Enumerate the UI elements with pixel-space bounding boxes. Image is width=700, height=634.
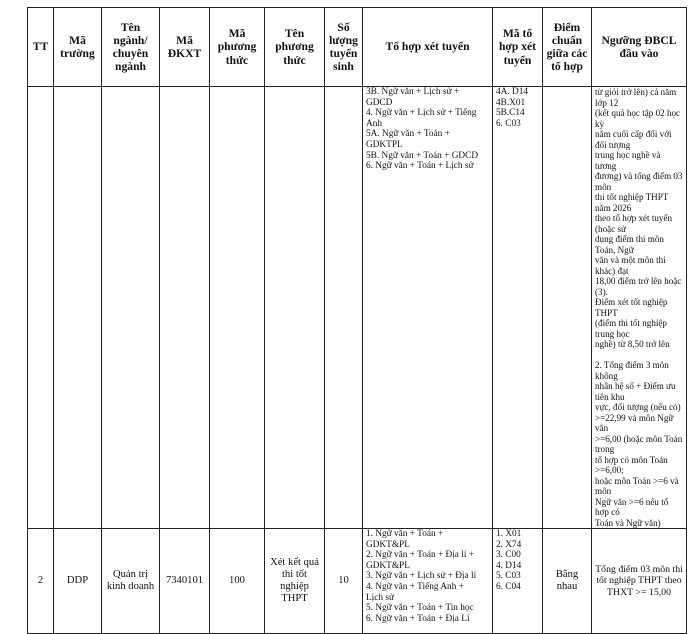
table-row [28,529,687,634]
cell-ten-nganh [102,87,160,529]
cell-so-luong [325,87,363,529]
cell-to-hop: 1. Ngữ văn + Toán + GDKT&PL 2. Ngữ văn + Toán + Địa lí + GDKT&PL 3. Ngữ văn + Lịch sử + Địa lí 4. Ngữ văn + Tiếng Anh + Lịch sử 5. Ngữ văn + Toán + Tin học 6. Ngữ văn + Toán + Địa Lí [363,529,493,634]
header-ma-truong: Mã trường [54,8,102,87]
cell-diem-chuan [543,87,592,529]
header-to-hop: Tổ hợp xét tuyển [363,8,493,87]
cell-to-hop: 3B. Ngữ văn + Lịch sử + GDCD 4. Ngữ văn + Lịch sử + Tiếng Anh 5A. Ngữ văn + Toán + GDKTPL 5B. Ngữ văn + Toán + GDCD 6. Ngữ văn + Toán + Lịch sử [363,87,493,529]
cell-ma-phuong-thuc: 100 [210,529,265,634]
header-ma-phuong-thuc: Mã phương thức [210,8,265,87]
cell-ma-to-hop: 1. X01 2. X74 3. C00 4. D14 5. C03 6. C04 [493,529,543,634]
cell-ten-phuong-thuc [265,87,325,529]
admission-table [27,7,687,634]
cell-ma-dkxt: 7340101 [160,529,210,634]
cell-ten-nganh: Quản trị kinh doanh [102,529,160,634]
header-ma-to-hop: Mã tổ hợp xét tuyển [493,8,543,87]
header-nguong: Ngưỡng ĐBCL đầu vào [592,8,687,87]
cell-tt: 2 [28,529,54,634]
cell-ma-truong [54,87,102,529]
cell-nguong: từ giỏi trở lên) cả năm lớp 12 (kết quả học tập 02 học kỳ năm cuối cấp đối với đối tượng trung học nghề và tương đương) và tổng điểm 03 môn thi tốt nghiệp THPT năm 2026 theo tổ hợp xét tuyển (hoặc sử dụng điểm thi môn Toán, Ngữ văn và một môn thi khác) đạt 18,00 điểm trở lên hoặc (3). Điểm xét tốt nghiệp THPT (điểm thi tốt nghiệp trung học nghề) từ 8,50 trở lên 2. Tổng điểm 3 môn không nhân hệ số + Điểm ưu tiên khu vực, đối tượng (nếu có) >=22,99 và môn Ngữ văn >=6,00 (hoặc môn Toán trong tổ hợp có môn Toán >=6,00; hoặc môn Toán >=6 và môn Ngữ văn >=6 nếu tổ hợp có Toán và Ngữ văn) [592,87,687,529]
cell-nguong: Tổng điểm 03 môn thi tốt nghiệp THPT theo THXT >= 15,00 [592,529,687,634]
header-row [28,8,687,87]
cell-ma-phuong-thuc [210,87,265,529]
table-row [28,87,687,529]
cell-ten-phuong-thuc: Xét kết quả thi tốt nghiệp THPT [265,529,325,634]
cell-diem-chuan: Bằng nhau [543,529,592,634]
header-ten-nganh: Tên ngành/ chuyên ngành [102,8,160,87]
header-tt: TT [28,8,54,87]
header-ma-dkxt: Mã ĐKXT [160,8,210,87]
cell-tt [28,87,54,529]
header-so-luong: Số lượng tuyển sinh [325,8,363,87]
cell-so-luong: 10 [325,529,363,634]
cell-ma-dkxt [160,87,210,529]
cell-ma-to-hop: 4A. D14 4B.X01 5B.C14 6. C03 [493,87,543,529]
header-ten-phuong-thuc: Tên phương thức [265,8,325,87]
header-diem-chuan: Điểm chuẩn giữa các tổ hợp [543,8,592,87]
cell-ma-truong: DDP [54,529,102,634]
